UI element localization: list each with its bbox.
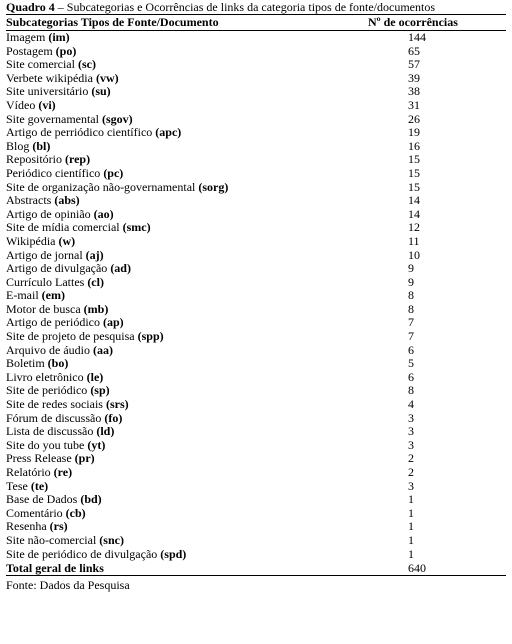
- subcategory-code: (ld): [96, 425, 115, 439]
- occurrence-count: 57: [408, 57, 420, 72]
- subcategory-code: (abs): [54, 194, 80, 208]
- subcategory-name: Site de projeto de pesquisa: [6, 330, 135, 344]
- subcategory-cell: [6, 85, 368, 99]
- occurrence-count: 26: [408, 111, 420, 126]
- subcategory-name: Site não-comercial: [6, 533, 97, 547]
- table-row: [6, 99, 506, 113]
- occurrence-count: 39: [408, 70, 420, 85]
- subcategory-code: (pr): [74, 452, 95, 466]
- subcategory-name: Artigo de perriódico científico: [6, 126, 153, 140]
- occurrence-count: 5: [408, 356, 414, 371]
- occurrence-count: 3: [408, 478, 414, 493]
- occurrence-count: 1: [408, 492, 414, 507]
- subcategory-code: (te): [30, 479, 49, 493]
- header-occurrences: Nº de ocorrências: [368, 15, 458, 29]
- occurrence-count: 31: [408, 97, 420, 112]
- subcategory-name: Artigo de opinião: [6, 207, 91, 221]
- subcategory-name: E-mail: [6, 289, 39, 303]
- subcategory-code: (fo): [104, 411, 123, 425]
- subcategory-code: (snc): [99, 533, 124, 547]
- occurrence-count: 6: [408, 342, 414, 357]
- occurrence-count: 3: [408, 410, 414, 425]
- subcategory-name: Site do you tube: [6, 438, 85, 452]
- subcategory-name: Repositório: [6, 153, 62, 167]
- subcategory-cell: [6, 412, 368, 426]
- occurrence-count: 15: [408, 165, 420, 180]
- subcategory-name: Resenha: [6, 520, 47, 534]
- occurrence-count: 2: [408, 465, 414, 479]
- occurrence-count: 8: [408, 383, 414, 398]
- table-row: [6, 31, 506, 45]
- occurrence-count: 8: [408, 301, 414, 316]
- occurrence-count: 8: [408, 288, 414, 303]
- subcategory-code: (ap): [102, 316, 124, 330]
- subcategory-cell: [6, 126, 368, 140]
- subcategory-name: Tese: [6, 479, 28, 493]
- occurrence-count: 1: [408, 505, 414, 520]
- caption-label: Quadro 4: [6, 0, 55, 14]
- subcategory-cell: [6, 316, 368, 330]
- subcategory-name: Site comercial: [6, 58, 75, 72]
- subcategory-code: (yt): [87, 438, 106, 452]
- table-row: [6, 262, 506, 276]
- table-row: [6, 548, 506, 562]
- subcategory-name: Site de organização não-governamental: [6, 180, 196, 194]
- occurrence-count: 11: [408, 233, 420, 248]
- subcategory-code: (smc): [122, 221, 151, 235]
- subcategory-cell: [6, 466, 368, 480]
- occurrence-count: 144: [408, 30, 426, 44]
- total-count: 640: [408, 561, 426, 576]
- subcategory-cell: [6, 276, 368, 290]
- subcategory-name: Comentário: [6, 506, 63, 520]
- subcategory-name: Arquivo de áudio: [6, 343, 90, 357]
- subcategory-code: (cl): [87, 275, 104, 289]
- subcategory-code: (sorg): [198, 180, 229, 194]
- subcategory-name: Artigo de jornal: [6, 248, 83, 262]
- subcategory-name: Blog: [6, 139, 30, 153]
- subcategory-name: Postagem: [6, 44, 53, 58]
- subcategory-cell: [6, 439, 368, 453]
- subcategory-cell: [6, 72, 368, 86]
- subcategory-cell: [6, 221, 368, 235]
- table-body: [6, 31, 506, 561]
- subcategory-code: (ad): [110, 262, 131, 276]
- total-label: Total geral de links: [6, 561, 104, 576]
- occurrence-count: 3: [408, 424, 414, 439]
- subcategory-cell: [6, 548, 368, 562]
- table-row: [6, 398, 506, 412]
- table-row: [6, 452, 506, 466]
- subcategory-code: (sp): [90, 384, 110, 398]
- subcategory-code: (spd): [160, 547, 187, 561]
- subcategory-cell: [6, 262, 368, 276]
- occurrences-table: [6, 14, 506, 576]
- subcategory-code: (sc): [77, 58, 96, 72]
- caption-text: – Subcategorias e Ocorrências de links da categoria tipos de fonte/documentos: [54, 0, 436, 14]
- subcategory-code: (im): [48, 31, 70, 44]
- subcategory-cell: [6, 113, 368, 127]
- occurrence-count: 3: [408, 437, 414, 452]
- table-total-row: [6, 561, 506, 575]
- subcategory-name: Imagem: [6, 31, 46, 44]
- subcategory-code: (rs): [49, 520, 68, 534]
- subcategory-cell: [6, 520, 368, 534]
- subcategory-cell: [6, 303, 368, 317]
- occurrence-count: 65: [408, 43, 420, 58]
- subcategory-code: (aa): [92, 343, 113, 357]
- subcategory-code: (sgov): [101, 112, 133, 126]
- occurrence-count: 1: [408, 532, 414, 547]
- subcategory-cell: [6, 181, 368, 195]
- table-row: [6, 58, 506, 72]
- table-row: [6, 72, 506, 86]
- occurrence-count: 14: [408, 206, 420, 221]
- subcategory-name: Currículo Lattes: [6, 275, 85, 289]
- table-row: [6, 208, 506, 222]
- occurrence-count: 6: [408, 369, 414, 384]
- table-row: [6, 289, 506, 303]
- subcategory-cell: [6, 330, 368, 344]
- table-row: [6, 45, 506, 59]
- table-row: [6, 371, 506, 385]
- table-row: [6, 276, 506, 290]
- table-row: [6, 167, 506, 181]
- table-row: [6, 140, 506, 154]
- table-header: [6, 15, 506, 31]
- subcategory-name: Wikipédia: [6, 234, 56, 248]
- subcategory-name: Base de Dados: [6, 493, 78, 507]
- subcategory-code: (srs): [105, 398, 129, 412]
- subcategory-cell: [6, 384, 368, 398]
- occurrence-count: 12: [408, 220, 420, 235]
- occurrence-count: 19: [408, 125, 420, 140]
- table-row: [6, 126, 506, 140]
- subcategory-code: (le): [86, 370, 104, 384]
- subcategory-code: (bo): [47, 357, 69, 371]
- subcategory-cell: [6, 425, 368, 439]
- subcategory-code: (cb): [65, 506, 86, 520]
- header-subcategory: Subcategorias Tipos de Fonte/Documento: [6, 16, 219, 29]
- subcategory-name: Verbete wikipédia: [6, 71, 93, 85]
- occurrence-count: 10: [408, 247, 420, 262]
- subcategory-name: Press Release: [6, 452, 72, 466]
- subcategory-cell: [6, 208, 368, 222]
- occurrence-count: 7: [408, 329, 414, 344]
- subcategory-cell: [6, 357, 368, 371]
- occurrence-count: 9: [408, 274, 414, 289]
- table-row: [6, 466, 506, 480]
- subcategory-name: Lista de discussão: [6, 425, 94, 439]
- table-row: [6, 357, 506, 371]
- subcategory-cell: [6, 99, 368, 113]
- subcategory-code: (spp): [137, 330, 164, 344]
- subcategory-code: (vi): [38, 98, 56, 112]
- table-row: [6, 425, 506, 439]
- occurrence-count: 2: [408, 451, 414, 466]
- table-row: [6, 221, 506, 235]
- table-row: [6, 303, 506, 317]
- table-caption: [6, 1, 506, 14]
- subcategory-cell: [6, 45, 368, 59]
- table-row: [6, 249, 506, 263]
- table-row: [6, 194, 506, 208]
- occurrence-count: 1: [408, 546, 414, 561]
- subcategory-name: Boletim: [6, 357, 45, 371]
- subcategory-cell: [6, 371, 368, 385]
- occurrence-count: 15: [408, 179, 420, 194]
- table-row: [6, 344, 506, 358]
- subcategory-name: Site de periódico: [6, 384, 88, 398]
- subcategory-code: (rep): [65, 153, 91, 167]
- table-row: [6, 493, 506, 507]
- table-row: [6, 507, 506, 521]
- subcategory-code: (bl): [32, 139, 51, 153]
- subcategory-code: (po): [55, 44, 77, 58]
- subcategory-cell: [6, 153, 368, 167]
- table-row: [6, 113, 506, 127]
- subcategory-name: Vídeo: [6, 98, 36, 112]
- table-row: [6, 439, 506, 453]
- subcategory-name: Relatório: [6, 466, 51, 479]
- table-row: [6, 235, 506, 249]
- occurrence-count: 15: [408, 152, 420, 167]
- table-row: [6, 316, 506, 330]
- subcategory-code: (re): [53, 466, 73, 479]
- subcategory-name: Abstracts: [6, 194, 52, 208]
- subcategory-name: Motor de busca: [6, 302, 81, 316]
- table-row: [6, 153, 506, 167]
- table-row: [6, 384, 506, 398]
- subcategory-code: (pc): [103, 166, 124, 180]
- subcategory-cell: [6, 31, 368, 45]
- subcategory-name: Livro eletrônico: [6, 370, 84, 384]
- subcategory-name: Site de mídia comercial: [6, 221, 120, 235]
- subcategory-code: (em): [41, 289, 65, 303]
- subcategory-name: Site de periódico de divulgação: [6, 547, 158, 561]
- table-row: [6, 181, 506, 195]
- table-row: [6, 85, 506, 99]
- subcategory-code: (ao): [93, 207, 114, 221]
- subcategory-code: (vw): [95, 71, 119, 85]
- subcategory-name: Artigo de periódico: [6, 316, 100, 330]
- subcategory-code: (su): [91, 85, 111, 99]
- subcategory-cell: [6, 493, 368, 507]
- subcategory-cell: [6, 140, 368, 154]
- occurrence-count: 16: [408, 138, 420, 153]
- subcategory-code: (mb): [83, 302, 109, 316]
- subcategory-cell: [6, 398, 368, 412]
- subcategory-cell: [6, 167, 368, 181]
- document-page: [6, 1, 506, 593]
- subcategory-cell: [6, 452, 368, 466]
- subcategory-cell: [6, 344, 368, 358]
- occurrence-count: 7: [408, 315, 414, 330]
- table-row: [6, 534, 506, 548]
- subcategory-code: (w): [58, 234, 76, 248]
- occurrence-count: 14: [408, 193, 420, 208]
- subcategory-cell: [6, 507, 368, 521]
- subcategory-code: (aj): [85, 248, 104, 262]
- subcategory-code: (bd): [80, 493, 102, 507]
- subcategory-cell: [6, 289, 368, 303]
- subcategory-name: Fórum de discussão: [6, 411, 102, 425]
- subcategory-cell: [6, 480, 368, 494]
- subcategory-cell: [6, 249, 368, 263]
- table-row: [6, 480, 506, 494]
- subcategory-name: Site de redes sociais: [6, 398, 103, 412]
- subcategory-cell: [6, 534, 368, 548]
- subcategory-code: (apc): [155, 126, 182, 140]
- subcategory-name: Site universitário: [6, 85, 89, 99]
- occurrence-count: 4: [408, 397, 414, 412]
- subcategory-name: Artigo de divulgação: [6, 262, 108, 276]
- occurrence-count: 1: [408, 519, 414, 534]
- table-source: Fonte: Dados da Pesquisa: [6, 578, 130, 593]
- subcategory-cell: [6, 194, 368, 208]
- table-row: [6, 412, 506, 426]
- table-row: [6, 520, 506, 534]
- occurrence-count: 9: [408, 261, 414, 276]
- table-row: [6, 330, 506, 344]
- subcategory-cell: [6, 58, 368, 72]
- subcategory-cell: [6, 235, 368, 249]
- subcategory-name: Site governamental: [6, 112, 99, 126]
- subcategory-name: Periódico científico: [6, 166, 101, 180]
- occurrence-count: 38: [408, 84, 420, 99]
